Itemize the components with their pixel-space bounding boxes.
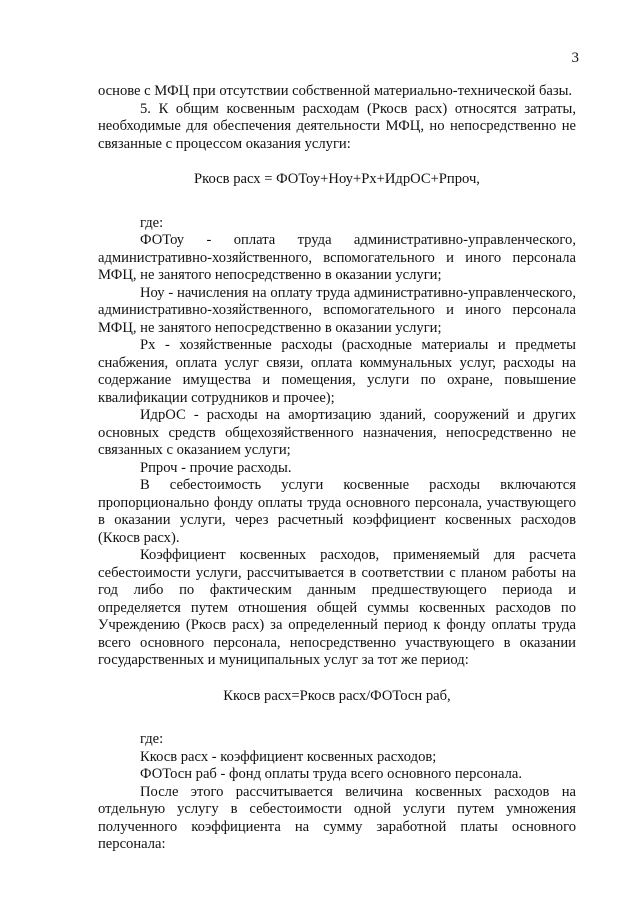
definition-idros: ИдрОС - расходы на амортизацию зданий, сооружений и других основных средств общехозяйственного назначения, непосредственно не связанных с оказанием услуги; xyxy=(98,407,576,458)
where-label: где: xyxy=(140,214,164,231)
formula-coefficient: Ккосв расх=Ркосв расх/ФОТосн раб, xyxy=(223,687,451,704)
definition-kkosv: Ккосв расх - коэффициент косвенных расходов; xyxy=(140,748,437,765)
formula-indirect-costs: Ркосв расх = ФОТоу+Ноу+Рх+ИдрОС+Рпроч, xyxy=(194,171,480,187)
paragraph-after: После этого рассчитывается величина косвенных расходов на отдельную услугу в себестоимости одной услуги путем умножения полученного коэффициента на сумму заработной платы основного персонала: xyxy=(98,783,576,852)
where-label-2: где: xyxy=(140,731,164,747)
paragraph-continuation: основе с МФЦ при отсутствии собственной материально-технической базы. xyxy=(98,83,573,99)
definition-fotou: ФОТоу - оплата труда административно-управленческого, административно-хозяйственного, вспомогательного и иного персонала МФЦ, не занятого непосредственно в оказании услуги; xyxy=(98,232,576,283)
paragraph-cost-inclusion: В себестоимость услуги косвенные расходы включаются пропорционально фонду оплаты труда основного персонала, участвующего в оказании услуги, через расчетный коэффициент косвенных расходов (Ккосв расх). xyxy=(98,477,576,546)
page-number: 3 xyxy=(571,50,579,66)
paragraph-indirect-costs: 5. К общим косвенным расходам (Ркосв расх) относятся затраты, необходимые для обеспечения деятельности МФЦ, но непосредственно не связанные с процессом оказания услуги: xyxy=(98,100,576,152)
document-body xyxy=(98,83,576,854)
paragraph-coefficient: Коэффициент косвенных расходов, применяемый для расчета себестоимости услуги, рассчитывается в соответствии с планом работы на год либо по фактическим данным предшествующего периода и определяется путем отношения общей суммы косвенных расходов по Учреждению (Ркосв расх) за определенный период к фонду оплаты труда всего основного персонала, непосредственно участвующего в оказании государственных и муниципальных услуг за тот же период: xyxy=(98,547,576,668)
definition-rx: Рх - хозяйственные расходы (расходные материалы и предметы снабжения, оплата услуг связи, оплата коммунальных услуг, расходы на содержание имущества и помещения, услуги по охране, повышение квалификации сотрудников и прочее); xyxy=(98,337,576,406)
definition-fotosn: ФОТосн раб - фонд оплаты труда всего основного персонала. xyxy=(140,766,523,782)
definition-nou: Ноу - начисления на оплату труда административно-управленческого, административно-хозяйственного, вспомогательного и иного персонала МФЦ, не занятого непосредственно в оказании услуги; xyxy=(98,284,576,336)
definition-rproch: Рпроч - прочие расходы. xyxy=(140,459,292,476)
